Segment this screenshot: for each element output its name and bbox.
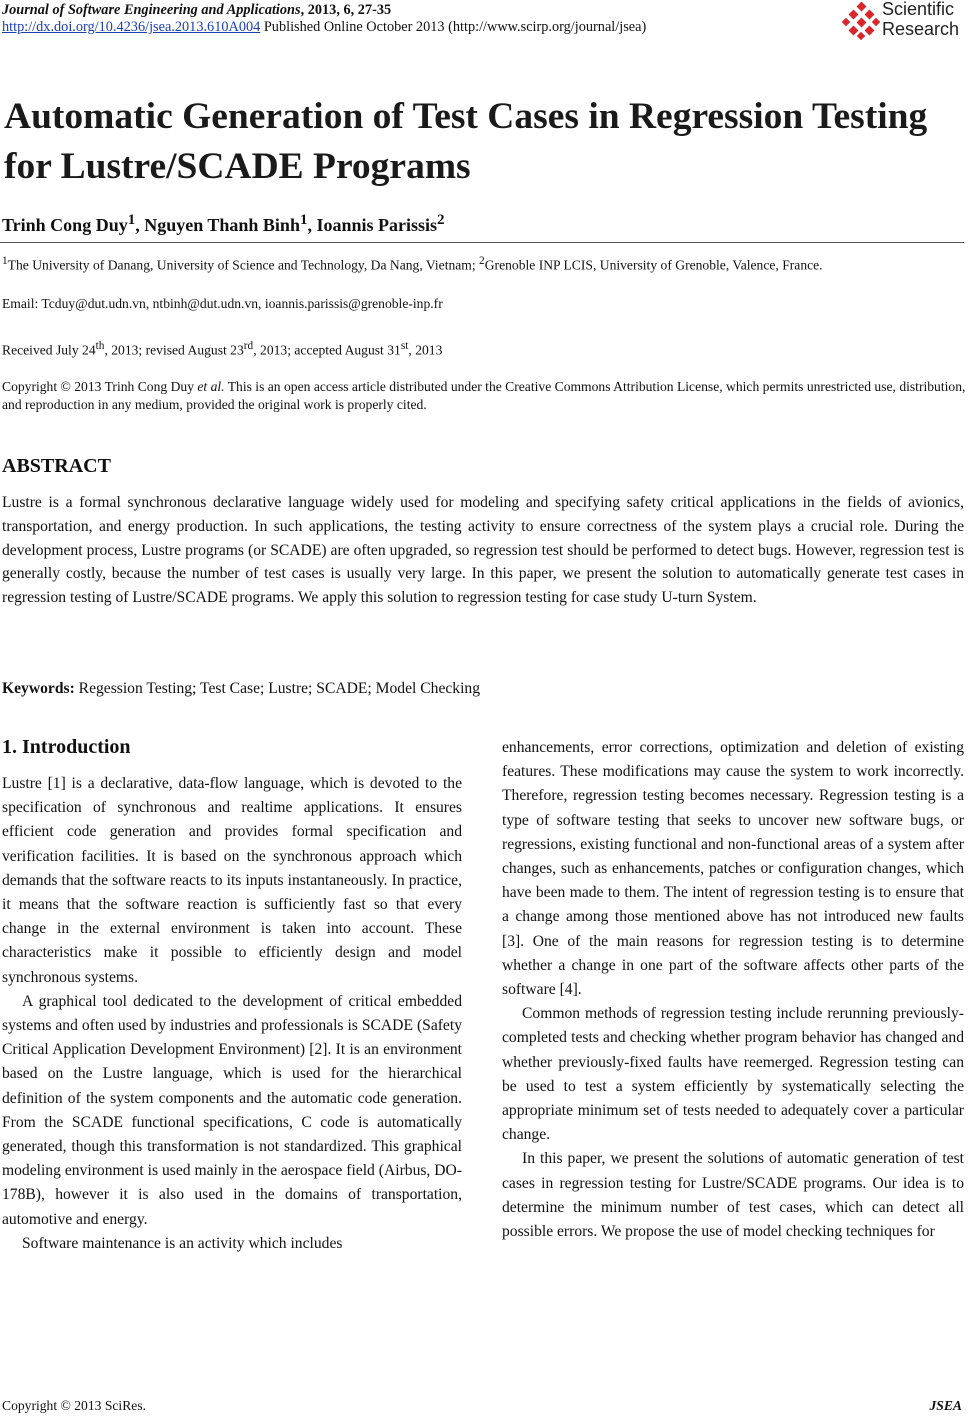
author-emails: Email: Tcduy@dut.udn.vn, ntbinh@dut.udn.vn, ioannis.parissis@grenoble-inp.fr (2, 296, 443, 311)
paragraph: Software maintenance is an activity which includes (22, 1234, 343, 1252)
paragraph: A graphical tool dedicated to the development of critical embedded systems and often used by industries and professionals is SCADE (Safety Critical Application Development Environment) [2]. It is an environment based on the Lustre language, which is used for the hierarchical definition of the system components and the automatic code generation. From the SCADE functional specifications, C code is automatically generated, though this transformation is not standardized. This graphical modeling environment is used mainly in the aerospace field (Airbus, DO-178B), however it is also used in the domains of transportation, automotive and energy. (2, 992, 462, 1228)
journal-header (2, 2, 832, 36)
copyright-notice: Copyright © 2013 Trinh Cong Duy et al. This is an open access article distributed under the Creative Commons Attribution License, which permits unrestricted use, distribution, and reproduction in any medium, provided the original work is properly cited. (2, 379, 966, 412)
author-affil-sup: 1 (127, 212, 136, 228)
affiliations: $^1$The University of Danang, University of Science and Technology, Da Nang, Vietnam; $^2$Grenoble INP LCIS, University of Grenoble, Valence, France. (2, 255, 823, 273)
author-name: Ioannis Parissis (316, 215, 438, 235)
logo-word-scientific: Scientific (882, 0, 955, 19)
journal-volume: , 2013, 6, 27-35 (300, 2, 392, 18)
paragraph: enhancements, error corrections, optimization and deletion of existing features. These modifications may cause the system to work incorrectly. Therefore, regression testing becomes necessary. Regression testing is a type of software testing that seeks to uncover new software bugs, or regressions, existing functional and non-functional areas of a system after changes, such as enhancements, patches or configuration changes, which have been made to them. The intent of regression testing is to ensure that a change among those mentioned above has not introduced new faults [3]. One of the main reasons for regression testing is to determine whether a change in one part of the software affects other parts of the software [4]. (502, 739, 964, 999)
paragraph: Lustre [1] is a declarative, data-flow language, which is devoted to the specification of synchronous and realtime applications. It ensures efficient code generation and provides formal specification and verification facilities. It is based on the synchronous approach which demands that the software reacts to its inputs instantaneously. In practice, it means that the software reaction is sufficiently fast so that every change in the external environment is taken into account. These characteristics make it possible to efficiently design and model synchronous systems. (2, 775, 462, 986)
section-heading-introduction: 1. Introduction (2, 736, 131, 758)
published-online: Published Online October 2013 (http://www.scirp.org/journal/jsea) (263, 19, 647, 35)
keywords-text: Regession Testing; Test Case; Lustre; SCADE; Model Checking (74, 680, 481, 697)
author-list: Trinh Cong Duy$^1$, Nguyen Thanh Binh$^1$, Ioannis Parissis$^2$ (2, 212, 445, 235)
keywords-label: Keywords: (2, 680, 75, 697)
author-name: Trinh Cong Duy (2, 215, 128, 235)
abstract-body: Lustre is a formal synchronous declarative language widely used for modeling and specifying safety critical applications in the fields of avionics, transportation, and energy production. In such applications, the testing activity to ensure correctness of the system plays a crucial role. During the development process, Lustre programs (or SCADE) are often upgraded, so regression test should be performed to detect bugs. However, regression test is generally costly, because the number of test cases is usually very large. In this paper, we present the solution to automatically generate test cases in regression testing of Lustre/SCADE programs. We apply this solution to regression testing for case study U-turn System. (2, 494, 964, 607)
abstract-heading: ABSTRACT (2, 455, 111, 477)
paper-title: Automatic Generation of Test Cases in Regression Testing for Lustre/SCADE Programs (4, 96, 928, 187)
author-affil-sup: 2 (437, 212, 445, 228)
keywords (2, 680, 480, 698)
header-divider (0, 242, 964, 243)
paragraph: Common methods of regression testing include rerunning previously-completed tests and checking whether program behavior has changed and whether previously-fixed faults have reemerged. Regression testing can be used to test a system efficiently by systematically selecting the appropriate minimum set of tests needed to adequately cover a particular change. (502, 1005, 964, 1144)
journal-name: Journal of Software Engineering and Applications (2, 2, 301, 18)
author-name: Nguyen Thanh Binh (144, 215, 300, 235)
doi-link[interactable]: http://dx.doi.org/10.4236/jsea.2013.610A004 (2, 19, 261, 35)
paragraph: In this paper, we present the solutions of automatic generation of test cases in regression testing for Lustre/SCADE programs. Our idea is to determine the minimum number of test cases, which can detect all possible errors. We propose the use of model checking techniques for (502, 1150, 964, 1241)
logo-word-research: Research (882, 19, 960, 39)
received-dates: Received July 24th, 2013; revised August 23rd, 2013; accepted August 31st, 2013 (2, 340, 443, 358)
right-column (502, 736, 964, 1244)
left-column (2, 772, 462, 1256)
footer-journal-abbrev: JSEA (929, 1398, 962, 1413)
publisher-logo[interactable] (842, 0, 966, 44)
scirp-logo-icon (842, 2, 880, 40)
footer-copyright: Copyright © 2013 SciRes. (2, 1398, 147, 1413)
author-affil-sup: 1 (299, 212, 308, 228)
